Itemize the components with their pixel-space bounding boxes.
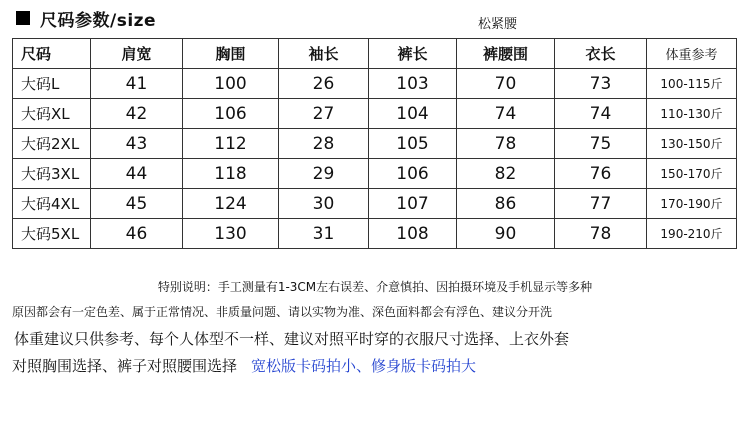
table-cell: 103 [369, 69, 457, 99]
column-header: 肩宽 [91, 39, 183, 69]
table-cell: 74 [457, 99, 555, 129]
table-cell: 45 [91, 189, 183, 219]
table-cell: 106 [369, 159, 457, 189]
table-cell: 28 [279, 129, 369, 159]
table-cell: 82 [457, 159, 555, 189]
table-cell: 42 [91, 99, 183, 129]
column-header: 体重参考 [647, 39, 737, 69]
table-cell: 46 [91, 219, 183, 249]
note-line-weight-advice: 体重建议只供参考、每个人体型不一样、建议对照平时穿的衣服尺寸选择、上衣外套 [14, 330, 570, 348]
table-header-row [13, 39, 737, 69]
table-cell: 大码2XL [13, 129, 91, 159]
black-square-icon [16, 11, 30, 25]
table-cell: 105 [369, 129, 457, 159]
table-cell: 29 [279, 159, 369, 189]
table-cell: 130 [183, 219, 279, 249]
table-cell: 124 [183, 189, 279, 219]
table-cell: 41 [91, 69, 183, 99]
column-header: 裤腰围 [457, 39, 555, 69]
table-cell: 100 [183, 69, 279, 99]
table-cell: 75 [555, 129, 647, 159]
page-title: 尺码参数/size [40, 10, 157, 31]
note-line-fit-advice [0, 355, 750, 376]
table-cell: 27 [279, 99, 369, 129]
table-cell: 大码XL [13, 99, 91, 129]
waist-note: 松紧腰 [478, 17, 518, 32]
table-cell: 43 [91, 129, 183, 159]
table-cell: 190-210斤 [647, 219, 737, 249]
table-cell: 大码5XL [13, 219, 91, 249]
column-header: 袖长 [279, 39, 369, 69]
note-line-special: 特别说明：手工测量有1-3CM左右误差、介意慎拍、因拍摄环境及手机显示等多种 [157, 280, 593, 294]
table-cell: 170-190斤 [647, 189, 737, 219]
table-cell: 106 [183, 99, 279, 129]
table-cell: 104 [369, 99, 457, 129]
table-cell: 150-170斤 [647, 159, 737, 189]
table-cell: 大码3XL [13, 159, 91, 189]
column-header: 衣长 [555, 39, 647, 69]
table-row [13, 189, 737, 219]
table-cell: 大码L [13, 69, 91, 99]
table-cell: 44 [91, 159, 183, 189]
table-cell: 78 [457, 129, 555, 159]
table-cell: 76 [555, 159, 647, 189]
fit-advice-text: 对照胸围选择、裤子对照腰围选择 [12, 357, 238, 375]
page-header [16, 6, 156, 30]
table-cell: 大码4XL [13, 189, 91, 219]
table-cell: 130-150斤 [647, 129, 737, 159]
table-cell: 90 [457, 219, 555, 249]
table-cell: 74 [555, 99, 647, 129]
table-row [13, 69, 737, 99]
table-row [13, 129, 737, 159]
table-cell: 31 [279, 219, 369, 249]
note-line-color-difference: 原因都会有一定色差、属于正常情况、非质量问题、请以实物为准、深色面料都会有浮色、建议分开洗 [12, 305, 553, 319]
column-header: 裤长 [369, 39, 457, 69]
table-cell: 30 [279, 189, 369, 219]
column-header: 尺码 [13, 39, 91, 69]
table-cell: 78 [555, 219, 647, 249]
table-cell: 108 [369, 219, 457, 249]
table-row [13, 159, 737, 189]
fit-advice-highlight: 宽松版卡码拍小、修身版卡码拍大 [251, 357, 477, 375]
table-cell: 70 [457, 69, 555, 99]
size-table [12, 38, 737, 249]
table-cell: 107 [369, 189, 457, 219]
table-cell: 110-130斤 [647, 99, 737, 129]
table-cell: 112 [183, 129, 279, 159]
column-header: 胸围 [183, 39, 279, 69]
table-cell: 77 [555, 189, 647, 219]
table-cell: 118 [183, 159, 279, 189]
notes-section [0, 278, 750, 382]
table-cell: 86 [457, 189, 555, 219]
table-cell: 100-115斤 [647, 69, 737, 99]
table-cell: 73 [555, 69, 647, 99]
table-row [13, 99, 737, 129]
table-cell: 26 [279, 69, 369, 99]
table-row [13, 219, 737, 249]
